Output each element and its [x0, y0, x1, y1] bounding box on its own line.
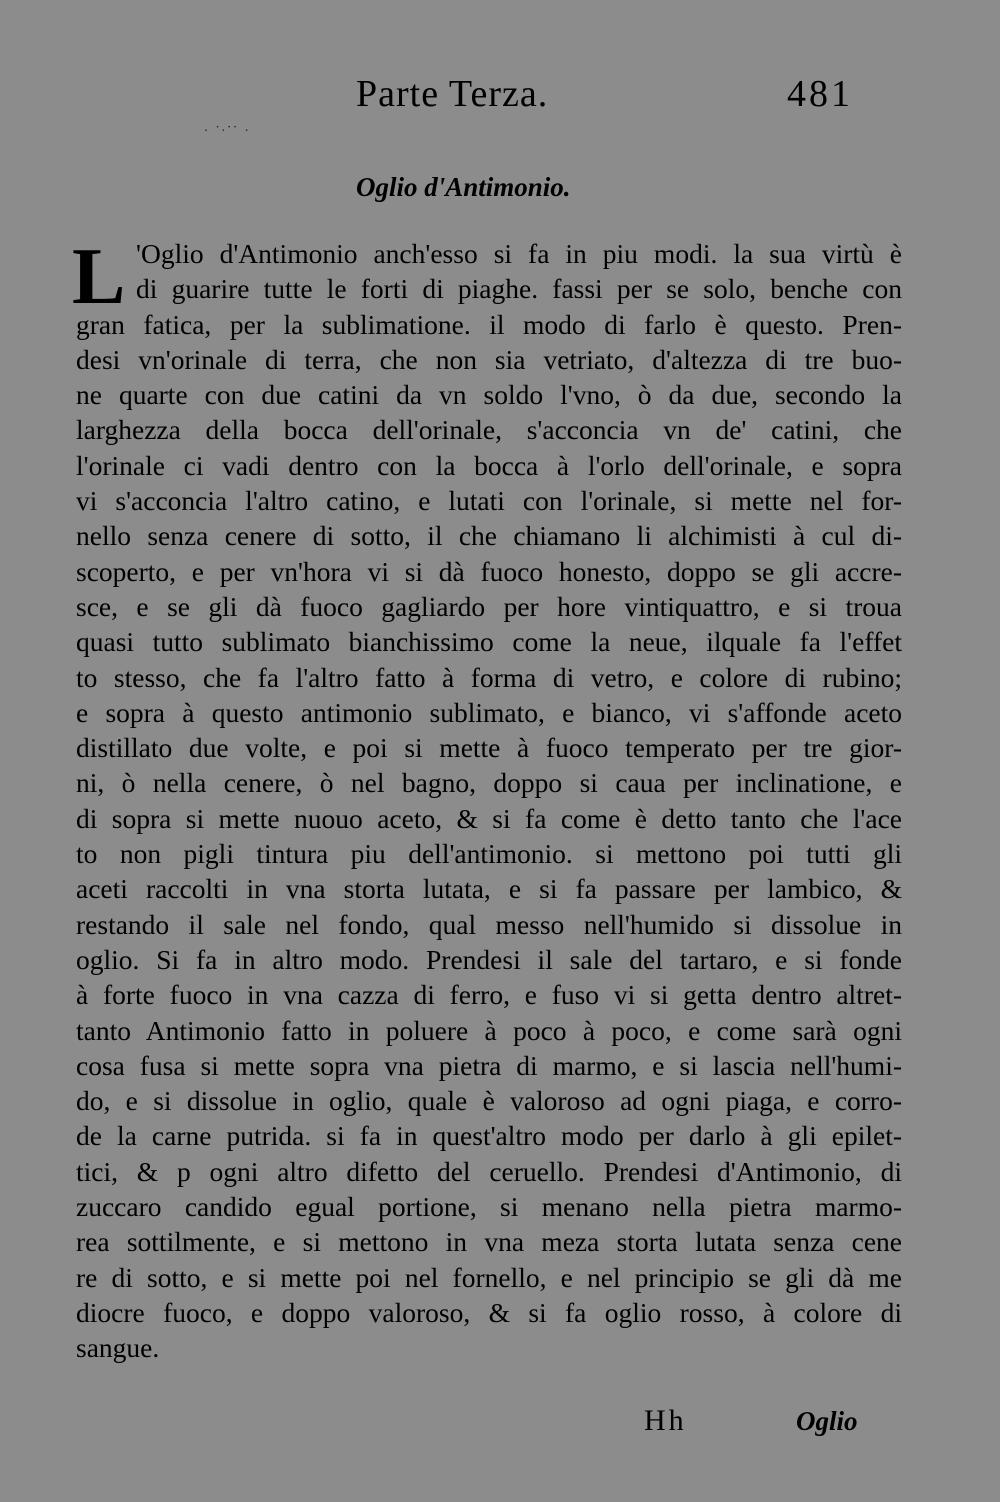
text-line: oglio. Si fa in altro modo. Prendesi il sale del tartaro, e si fonde: [76, 943, 902, 975]
text-line: de la carne putrida. si fa in quest'altro modo per darlo à gli epilet-: [76, 1120, 902, 1152]
text-line: re di sotto, e si mette poi nel fornello, e nel principio se gli dà me: [76, 1261, 902, 1293]
page-number: 481: [787, 73, 853, 115]
text-line: vi s'acconcia l'altro catino, e lutati con l'orinale, si mette nel for-: [76, 485, 902, 517]
catchword: Oglio: [796, 1406, 858, 1436]
text-line: restando il sale nel fondo, qual messo nell'humido si dissolue in: [76, 908, 902, 940]
text-line: ni, ò nella cenere, ò nel bagno, doppo si caua per inclinatione, e: [76, 767, 902, 799]
text-line: à forte fuoco in vna cazza di ferro, e fuso vi si getta dentro altret-: [76, 979, 902, 1011]
text-line: gran fatica, per la sublimatione. il modo di farlo è questo. Pren-: [76, 308, 902, 340]
body-text: [76, 236, 902, 1366]
text-line: diocre fuoco, e doppo valoroso, & si fa oglio rosso, à colore di: [76, 1296, 902, 1328]
text-line: sangue.: [76, 1332, 160, 1364]
text-line: rea sottilmente, e si mettono in vna meza storta lutata senza cene: [76, 1226, 902, 1258]
text-line: 'Oglio d'Antimonio anch'esso si fa in piu modi. la sua virtù è: [136, 238, 902, 269]
section-heading: Oglio d'Antimonio.: [356, 172, 571, 202]
text-line: desi vn'orinale di terra, che non sia vetriato, d'altezza di tre buo-: [76, 343, 902, 375]
running-title: Parte Terza.: [356, 73, 549, 115]
text-line: larghezza della bocca dell'orinale, s'acconcia vn de' catini, che: [76, 414, 902, 446]
text-line: aceti raccolti in vna storta lutata, e si fa passare per lambico, &: [76, 873, 902, 905]
text-line: tanto Antimonio fatto in poluere à poco à poco, e come sarà ogni: [76, 1014, 902, 1046]
ink-smudge: . ·.·· .: [204, 120, 251, 134]
text-line: di guarire tutte le forti di piaghe. fassi per se solo, benche con: [136, 273, 902, 305]
text-line: quasi tutto sublimato bianchissimo come la neue, ilquale fa l'effet: [76, 626, 902, 658]
text-line: sce, e se gli dà fuoco gagliardo per hore vintiquattro, e si troua: [76, 590, 902, 622]
text-line: cosa fusa si mette sopra vna pietra di marmo, e si lascia nell'humi-: [76, 1049, 902, 1081]
text-line: do, e si dissolue in oglio, quale è valoroso ad ogni piaga, e corro-: [76, 1085, 902, 1117]
text-line: nello senza cenere di sotto, il che chiamano li alchimisti à cul di-: [76, 520, 902, 552]
text-line: to non pigli tintura piu dell'antimonio. si mettono poi tutti gli: [76, 838, 902, 870]
drop-cap: L: [72, 233, 126, 321]
text-line: zuccaro candido egual portione, si menano nella pietra marmo-: [76, 1191, 902, 1223]
text-line: l'orinale ci vadi dentro con la bocca à l'orlo dell'orinale, e sopra: [76, 449, 902, 481]
text-line: to stesso, che fa l'altro fatto à forma di vetro, e colore di rubino;: [76, 661, 902, 693]
text-line: tici, & p ogni altro difetto del ceruello. Prendesi d'Antimonio, di: [76, 1155, 902, 1187]
text-line: distillato due volte, e poi si mette à fuoco temperato per tre gior-: [76, 732, 902, 764]
text-line: scoperto, e per vn'hora vi si dà fuoco honesto, doppo se gli accre-: [76, 555, 902, 587]
text-line: e sopra à questo antimonio sublimato, e bianco, vi s'affonde aceto: [76, 696, 902, 728]
text-line: di sopra si mette nuouo aceto, & si fa come è detto tanto che l'ace: [76, 802, 902, 834]
text-line: ne quarte con due catini da vn soldo l'vno, ò da due, secondo la: [76, 379, 902, 411]
signature-mark: Hh: [644, 1404, 687, 1437]
